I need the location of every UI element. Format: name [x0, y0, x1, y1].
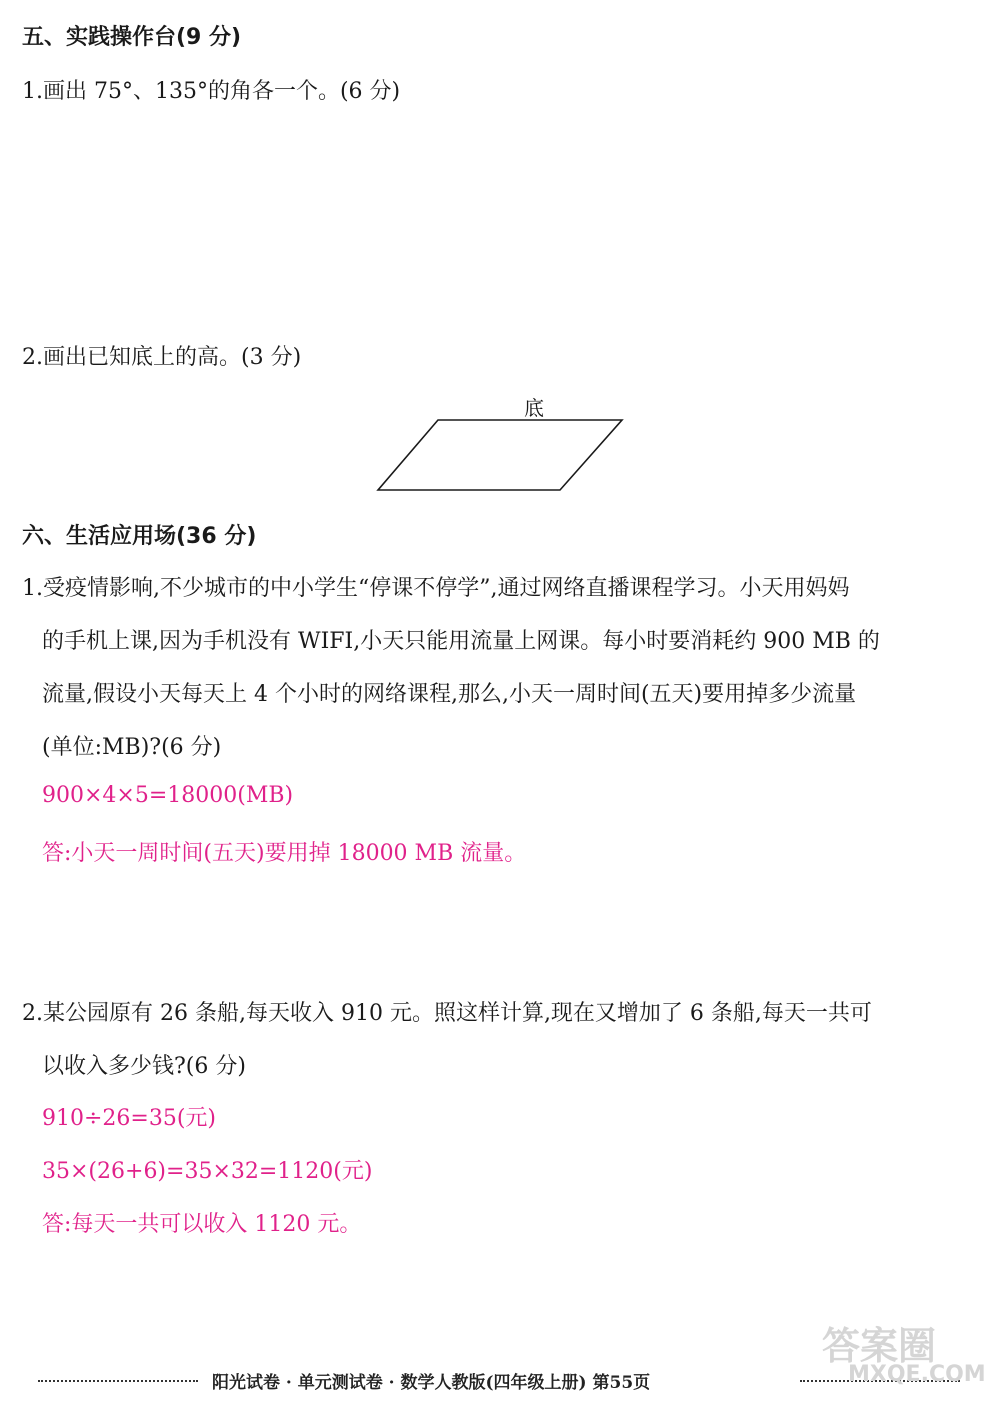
section6-heading: 六、生活应用场(36 分) — [22, 524, 257, 549]
q1-line-2: 的手机上课,因为手机没有 WIFI,小天只能用流量上网课。每小时要消耗约 900 MB 的 — [42, 629, 880, 654]
watermark-logo: 答案圈 — [822, 1324, 937, 1368]
q1-line-3: 流量,假设小天每天上 4 个小时的网络课程,那么,小天一周时间(五天)要用掉多少流量 — [42, 682, 857, 707]
q1-line-4: (单位:MB)?(6 分) — [42, 735, 222, 760]
section5-question-1: 1.画出 75°、135°的角各一个。(6 分) — [22, 79, 401, 104]
q2-answer-calc-2: 35×(26+6)=35×32=1120(元) — [42, 1159, 373, 1184]
parallelogram-shape — [378, 420, 622, 490]
q1-line-1: 1.受疫情影响,不少城市的中小学生“停课不停学”,通过网络直播课程学习。小天用妈妈 — [22, 576, 850, 601]
footer-dots-left — [38, 1380, 198, 1382]
section5-heading: 五、实践操作台(9 分) — [22, 25, 242, 50]
section5-question-2: 2.画出已知底上的高。(3 分) — [22, 345, 302, 370]
q2-answer-calc-1: 910÷26=35(元) — [42, 1106, 217, 1131]
q2-line-1: 2.某公园原有 26 条船,每天收入 910 元。照这样计算,现在又增加了 6 条船,每天一共可 — [22, 1001, 872, 1026]
watermark-url: MXQE.COM — [848, 1362, 986, 1387]
q2-line-2: 以收入多少钱?(6 分) — [42, 1054, 246, 1079]
figure-base-label: 底 — [524, 396, 544, 420]
q1-answer-calc: 900×4×5=18000(MB) — [42, 783, 294, 808]
footer-text: 阳光试卷 · 单元测试卷 · 数学人教版(四年级上册) 第55页 — [212, 1373, 651, 1393]
parallelogram-figure — [370, 410, 630, 500]
q2-answer-text: 答:每天一共可以收入 1120 元。 — [42, 1212, 362, 1237]
q1-answer-text: 答:小天一周时间(五天)要用掉 18000 MB 流量。 — [42, 841, 527, 866]
